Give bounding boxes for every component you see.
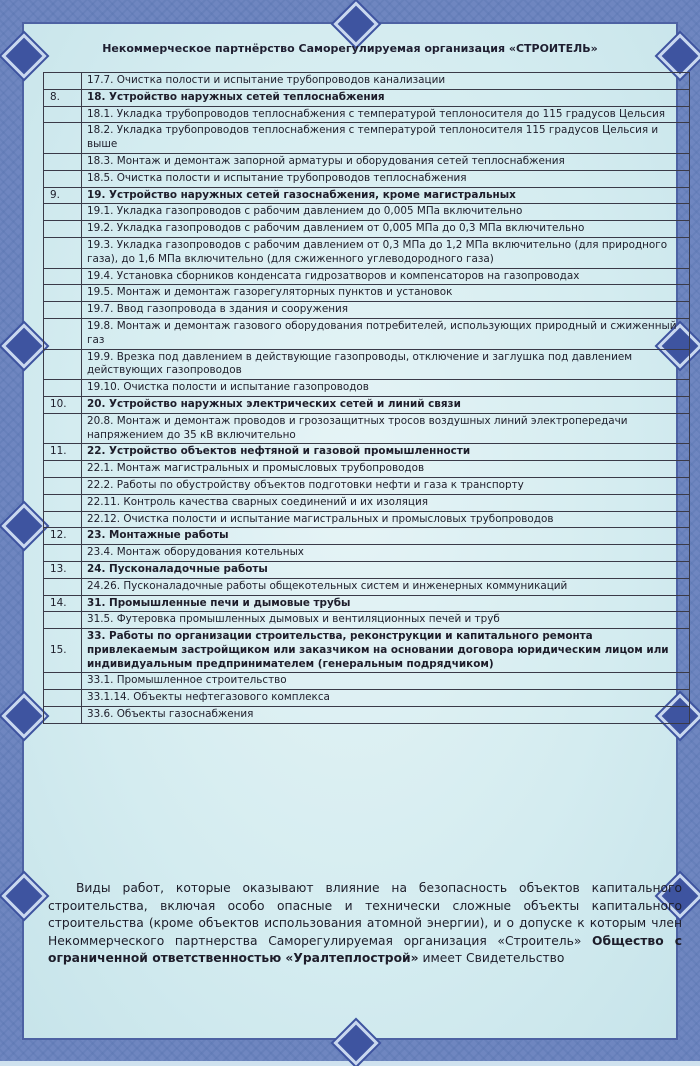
row-number: 9. [44, 187, 82, 204]
row-number [44, 349, 82, 380]
work-item: 19.4. Установка сборников конденсата гидрозатворов и компенсаторов на газопроводах [82, 268, 690, 285]
section-row [44, 528, 690, 545]
works-table-body [44, 73, 690, 724]
document-header: Некоммерческое партнёрство Саморегулируемая организация «СТРОИТЕЛЬ» [102, 42, 598, 55]
table-row [44, 578, 690, 595]
table-row [44, 302, 690, 319]
section-row [44, 187, 690, 204]
table-row [44, 494, 690, 511]
row-number [44, 612, 82, 629]
table-row [44, 673, 690, 690]
work-item: 18.5. Очистка полости и испытание трубопроводов теплоснабжения [82, 170, 690, 187]
table-row [44, 477, 690, 494]
table-row [44, 612, 690, 629]
section-title: 20. Устройство наружных электрических сетей и линий связи [82, 396, 690, 413]
section-title: 24. Пусконаладочные работы [82, 561, 690, 578]
summary-text: Виды работ, которые оказывают влияние на безопасность объектов капитального строительства, включая особо опасные и технически сложные объекты капитального строительства (кроме объектов использования атомной энергии), и о допуске к которым член Некоммерческого партнерства Саморегулируемая организация «Строитель» [48, 881, 682, 948]
row-number [44, 413, 82, 444]
row-number [44, 204, 82, 221]
row-number [44, 318, 82, 349]
work-item: 19.1. Укладка газопроводов с рабочим давлением до 0,005 МПа включительно [82, 204, 690, 221]
row-number [44, 73, 82, 90]
section-row [44, 561, 690, 578]
row-number [44, 285, 82, 302]
work-item: 19.10. Очистка полости и испытание газопроводов [82, 380, 690, 397]
section-row [44, 595, 690, 612]
row-number: 15. [44, 629, 82, 673]
table-row [44, 153, 690, 170]
work-item: 23.4. Монтаж оборудования котельных [82, 545, 690, 562]
summary-ending: имеет Свидетельство [418, 951, 565, 966]
row-number [44, 690, 82, 707]
row-number: 14. [44, 595, 82, 612]
table-row [44, 545, 690, 562]
row-number [44, 494, 82, 511]
table-row [44, 511, 690, 528]
work-item: 22.1. Монтаж магистральных и промысловых трубопроводов [82, 461, 690, 478]
table-row [44, 349, 690, 380]
row-number [44, 106, 82, 123]
work-item: 24.26. Пусконаладочные работы общекотельных систем и инженерных коммуникаций [82, 578, 690, 595]
work-item: 19.8. Монтаж и демонтаж газового оборудования потребителей, использующих природный и сжиженный газ [82, 318, 690, 349]
work-item: 31.5. Футеровка промышленных дымовых и вентиляционных печей и труб [82, 612, 690, 629]
work-item: 33.1. Промышленное строительство [82, 673, 690, 690]
section-title: 18. Устройство наружных сетей теплоснабжения [82, 89, 690, 106]
work-item: 18.2. Укладка трубопроводов теплоснабжения с температурой теплоносителя 115 градусов Цельсия и выше [82, 123, 690, 154]
table-row [44, 170, 690, 187]
table-row [44, 380, 690, 397]
section-title: 33. Работы по организации строительства, реконструкции и капитального ремонта привлекаемым застройщиком или заказчиком на основании договора юридическим лицом или индивидуальным предпринимателем (генеральным подрядчиком) [82, 629, 690, 673]
work-item: 18.3. Монтаж и демонтаж запорной арматуры и оборудования сетей теплоснабжения [82, 153, 690, 170]
work-item: 22.11. Контроль качества сварных соединений и их изоляция [82, 494, 690, 511]
section-row [44, 444, 690, 461]
row-number [44, 461, 82, 478]
row-number [44, 578, 82, 595]
work-item: 20.8. Монтаж и демонтаж проводов и грозозащитных тросов воздушных линий электропередачи напряжением до 35 кВ включительно [82, 413, 690, 444]
work-item: 19.7. Ввод газопровода в здания и сооружения [82, 302, 690, 319]
work-item: 33.6. Объекты газоснабжения [82, 707, 690, 724]
row-number [44, 545, 82, 562]
company-name: Общество с ограниченной ответственностью «Уралтеплострой» [48, 933, 682, 966]
table-row [44, 221, 690, 238]
row-number [44, 123, 82, 154]
table-row [44, 237, 690, 268]
section-title: 19. Устройство наружных сетей газоснабжения, кроме магистральных [82, 187, 690, 204]
section-title: 22. Устройство объектов нефтяной и газовой промышленности [82, 444, 690, 461]
summary-paragraph [48, 880, 682, 968]
work-item: 19.2. Укладка газопроводов с рабочим давлением от 0,005 МПа до 0,3 МПа включительно [82, 221, 690, 238]
table-row [44, 318, 690, 349]
row-number: 13. [44, 561, 82, 578]
row-number [44, 707, 82, 724]
table-row [44, 461, 690, 478]
work-item: 22.12. Очистка полости и испытание магистральных и промысловых трубопроводов [82, 511, 690, 528]
table-row [44, 123, 690, 154]
row-number [44, 477, 82, 494]
work-item: 33.1.14. Объекты нефтегазового комплекса [82, 690, 690, 707]
row-number [44, 221, 82, 238]
row-number [44, 380, 82, 397]
section-title: 31. Промышленные печи и дымовые трубы [82, 595, 690, 612]
work-item: 17.7. Очистка полости и испытание трубопроводов канализации [82, 73, 690, 90]
row-number [44, 302, 82, 319]
table-row [44, 204, 690, 221]
section-row [44, 396, 690, 413]
section-row [44, 89, 690, 106]
work-item: 19.3. Укладка газопроводов с рабочим давлением от 0,3 МПа до 1,2 МПа включительно (для природного газа), до 1,6 МПа включительно (для сжиженного углеводородного газа) [82, 237, 690, 268]
row-number: 11. [44, 444, 82, 461]
row-number [44, 511, 82, 528]
row-number [44, 673, 82, 690]
table-row [44, 707, 690, 724]
table-row [44, 413, 690, 444]
work-item: 18.1. Укладка трубопроводов теплоснабжения с температурой теплоносителя до 115 градусов Цельсия [82, 106, 690, 123]
table-row [44, 268, 690, 285]
row-number: 8. [44, 89, 82, 106]
row-number [44, 268, 82, 285]
row-number: 10. [44, 396, 82, 413]
work-item: 22.2. Работы по обустройству объектов подготовки нефти и газа к транспорту [82, 477, 690, 494]
row-number [44, 153, 82, 170]
table-row [44, 690, 690, 707]
row-number: 12. [44, 528, 82, 545]
table-row [44, 73, 690, 90]
work-item: 19.9. Врезка под давлением в действующие газопроводы, отключение и заглушка под давлением действующих газопроводов [82, 349, 690, 380]
section-title: 23. Монтажные работы [82, 528, 690, 545]
works-table [43, 72, 690, 724]
section-row [44, 629, 690, 673]
table-row [44, 285, 690, 302]
row-number [44, 237, 82, 268]
row-number [44, 170, 82, 187]
table-row [44, 106, 690, 123]
work-item: 19.5. Монтаж и демонтаж газорегуляторных пунктов и установок [82, 285, 690, 302]
